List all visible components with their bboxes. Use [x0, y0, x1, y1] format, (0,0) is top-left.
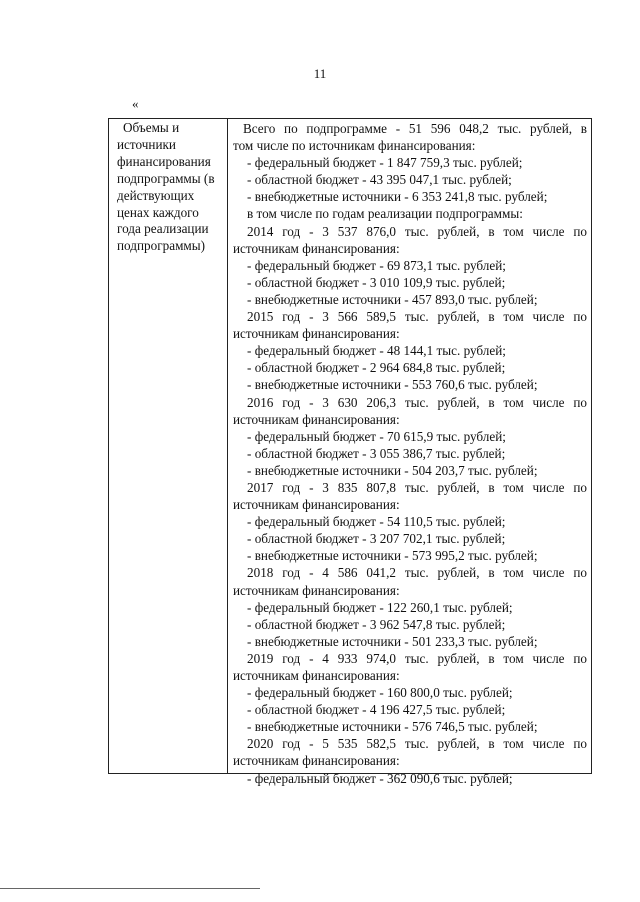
details-line: источникам финансирования: — [233, 582, 400, 598]
details-line: - внебюджетные источники - 576 746,5 тыс. рублей; — [247, 719, 538, 735]
details-line: 2017 год - 3 835 807,8 тыс. рублей, в том числе по — [247, 479, 587, 495]
details-line: - внебюджетные источники - 573 995,2 тыс. рублей; — [247, 548, 538, 564]
label-line: подпрограммы (в — [117, 170, 215, 186]
details-line: в том числе по годам реализации подпрограммы: — [247, 206, 523, 222]
page-number: 11 — [313, 66, 327, 81]
details-line: - областной бюджет - 3 962 547,8 тыс. рублей; — [247, 616, 506, 632]
details-line: - внебюджетные источники - 501 233,3 тыс. рублей; — [247, 633, 538, 649]
details-line: - федеральный бюджет - 160 800,0 тыс. рублей; — [247, 685, 513, 701]
opening-quote-mark: « — [132, 96, 139, 111]
details-line: - областной бюджет - 4 196 427,5 тыс. рублей; — [247, 702, 506, 718]
details-line: - федеральный бюджет - 362 090,6 тыс. рублей; — [247, 770, 513, 786]
details-line: - областной бюджет - 2 964 684,8 тыс. рублей; — [247, 360, 506, 376]
details-line: 2020 год - 5 535 582,5 тыс. рублей, в том числе по — [247, 736, 587, 752]
label-line: финансирования — [117, 153, 211, 169]
details-line: - федеральный бюджет - 1 847 759,3 тыс. рублей; — [247, 155, 523, 171]
financing-label-cell — [117, 120, 225, 255]
details-line: источникам финансирования: — [233, 326, 400, 342]
details-line: источникам финансирования: — [233, 753, 400, 769]
details-line: источникам финансирования: — [233, 497, 400, 513]
details-line: - федеральный бюджет - 54 110,5 тыс. рублей; — [247, 514, 506, 530]
label-line: источники — [117, 136, 176, 152]
label-line: года реализации — [117, 221, 209, 237]
details-line: источникам финансирования: — [233, 411, 400, 427]
details-line: 2016 год - 3 630 206,3 тыс. рублей, в том числе по — [247, 394, 587, 410]
details-line: - федеральный бюджет - 48 144,1 тыс. рублей; — [247, 343, 506, 359]
details-line: - федеральный бюджет - 122 260,1 тыс. рублей; — [247, 599, 513, 615]
label-line: Объемы и — [123, 120, 180, 135]
details-line: источникам финансирования: — [233, 668, 400, 683]
details-line: том числе по источникам финансирования: — [233, 138, 476, 154]
details-line: Всего по подпрограмме - 51 596 048,2 тыс. рублей, в — [243, 121, 587, 136]
financing-details-cell — [233, 120, 587, 787]
details-line: - внебюджетные источники - 504 203,7 тыс. рублей; — [247, 462, 538, 478]
details-line: 2015 год - 3 566 589,5 тыс. рублей, в том числе по — [247, 309, 587, 325]
details-line: - федеральный бюджет - 70 615,9 тыс. рублей; — [247, 428, 506, 444]
footer-rule — [0, 888, 260, 889]
details-line: 2019 год - 4 933 974,0 тыс. рублей, в том числе по — [247, 650, 587, 666]
label-line: ценах каждого — [117, 204, 199, 220]
label-line: подпрограммы) — [117, 238, 206, 254]
details-line: источникам финансирования: — [233, 240, 400, 256]
financing-table — [108, 118, 592, 786]
details-line: 2018 год - 4 586 041,2 тыс. рублей, в том числе по — [247, 565, 587, 581]
details-line: - внебюджетные источники - 553 760,6 тыс. рублей; — [247, 377, 538, 393]
details-line: - областной бюджет - 3 055 386,7 тыс. рублей; — [247, 445, 506, 461]
details-line: - федеральный бюджет - 69 873,1 тыс. рублей; — [247, 257, 506, 273]
details-line: - областной бюджет - 3 207 702,1 тыс. рублей; — [247, 531, 506, 547]
details-line: 2014 год - 3 537 876,0 тыс. рублей, в том числе по — [247, 223, 587, 239]
details-line: - внебюджетные источники - 457 893,0 тыс. рублей; — [247, 291, 538, 307]
column-divider — [227, 119, 228, 773]
details-line: - внебюджетные источники - 6 353 241,8 тыс. рублей; — [247, 189, 548, 205]
label-line: действующих — [117, 187, 195, 203]
details-line: - областной бюджет - 43 395 047,1 тыс. рублей; — [247, 172, 512, 188]
details-line: - областной бюджет - 3 010 109,9 тыс. рублей; — [247, 274, 506, 290]
